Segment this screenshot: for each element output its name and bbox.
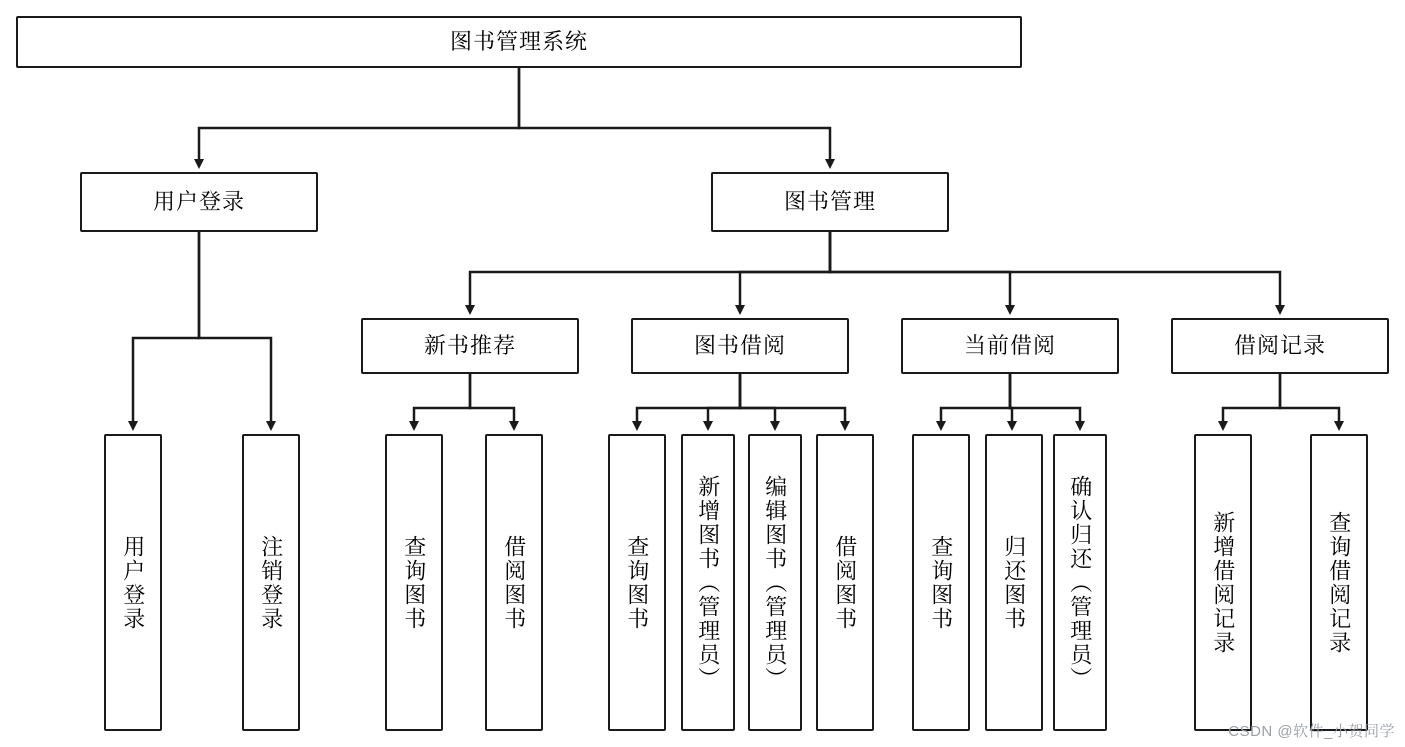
node-confirm <box>1053 434 1107 731</box>
connector-records-to-qrec <box>1280 374 1339 426</box>
node-label-logout: 注销登录 <box>258 534 284 631</box>
node-addrec <box>1194 434 1252 731</box>
node-logout <box>242 434 300 731</box>
node-label-bookmgmt: 图书管理 <box>783 188 876 214</box>
node-label-b2: 借阅图书 <box>832 534 858 631</box>
node-current <box>901 318 1119 374</box>
node-borrow <box>631 318 849 374</box>
node-label-addbook: 新增图书（管理员） <box>695 474 721 691</box>
connector-records-to-addrec <box>1223 374 1280 426</box>
connector-bookmgmt-to-borrow <box>740 232 830 310</box>
node-newrec <box>361 318 579 374</box>
node-qrec <box>1310 434 1368 731</box>
connector-borrow-to-editbook <box>740 374 775 426</box>
connector-login-to-userlogin <box>133 232 199 426</box>
connector-borrow-to-q2 <box>637 374 740 426</box>
connector-bookmgmt-to-newrec <box>470 232 830 310</box>
node-label-newrec: 新书推荐 <box>423 332 516 358</box>
node-label-login: 用户登录 <box>152 188 245 214</box>
watermark: CSDN @软件_小贺同学 <box>1228 723 1395 740</box>
node-label-q3: 查询图书 <box>928 534 954 631</box>
node-label-borrow: 图书借阅 <box>693 332 786 358</box>
node-label-confirm: 确认归还（管理员） <box>1067 474 1093 691</box>
node-q2 <box>608 434 666 731</box>
node-label-q2: 查询图书 <box>624 534 650 631</box>
node-label-qrec: 查询借阅记录 <box>1326 510 1352 655</box>
connector-root-to-bookmgmt <box>519 68 830 164</box>
node-q1 <box>385 434 443 731</box>
connector-current-to-confirm <box>1010 374 1080 426</box>
node-b2 <box>816 434 874 731</box>
node-b1 <box>485 434 543 731</box>
node-label-return: 归还图书 <box>1001 534 1027 631</box>
connector-borrow-to-b2 <box>740 374 845 426</box>
node-bookmgmt <box>711 172 949 232</box>
node-login <box>80 172 318 232</box>
node-label-userlogin: 用户登录 <box>120 534 146 631</box>
node-q3 <box>912 434 970 731</box>
connector-login-to-logout <box>199 232 271 426</box>
node-label-addrec: 新增借阅记录 <box>1210 510 1236 655</box>
connector-borrow-to-addbook <box>708 374 740 426</box>
node-label-root: 图书管理系统 <box>449 28 588 54</box>
node-label-q1: 查询图书 <box>401 534 427 631</box>
node-addbook <box>681 434 735 731</box>
node-editbook <box>748 434 802 731</box>
node-root <box>16 16 1022 68</box>
connector-newrec-to-q1 <box>414 374 470 426</box>
node-records <box>1171 318 1389 374</box>
node-label-b1: 借阅图书 <box>501 534 527 631</box>
connector-bookmgmt-to-records <box>830 232 1280 310</box>
connector-current-to-q3 <box>941 374 1010 426</box>
node-label-editbook: 编辑图书（管理员） <box>762 474 788 691</box>
connector-current-to-return <box>1010 374 1012 426</box>
node-return <box>985 434 1043 731</box>
connector-bookmgmt-to-current <box>830 232 1010 310</box>
node-userlogin <box>104 434 162 731</box>
connector-newrec-to-b1 <box>470 374 514 426</box>
node-label-current: 当前借阅 <box>963 332 1056 358</box>
node-label-records: 借阅记录 <box>1233 332 1326 358</box>
connector-root-to-login <box>199 68 519 164</box>
